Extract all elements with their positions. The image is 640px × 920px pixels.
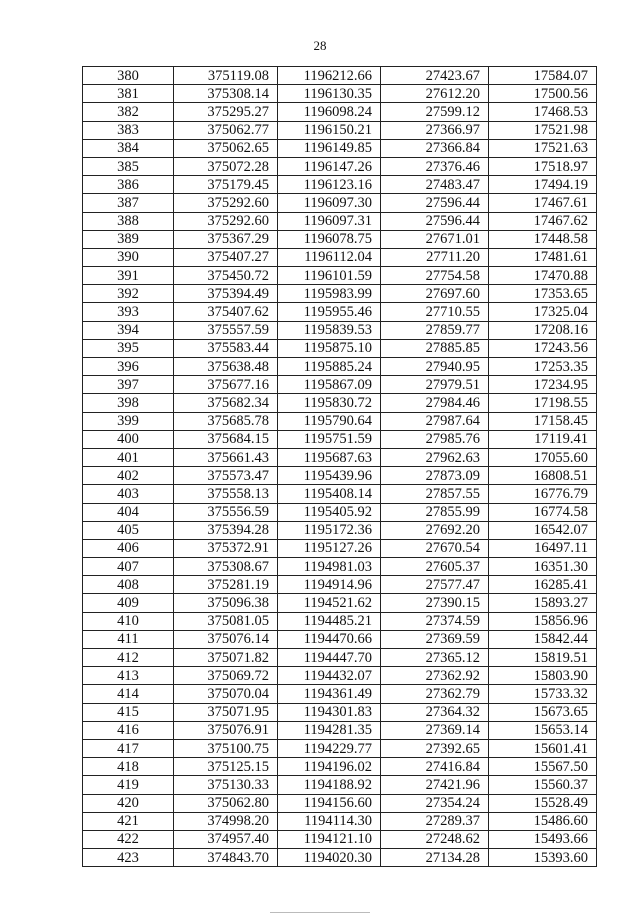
coordinate-cell: 375573.47 [174,467,278,485]
coordinate-cell: 15528.49 [489,794,597,812]
coordinate-cell: 17500.56 [489,85,597,103]
table-row [83,67,597,85]
coordinate-cell: 375100.75 [174,739,278,757]
table-row [83,85,597,103]
coordinate-cell: 1194121.10 [278,830,381,848]
point-number-cell: 407 [83,558,174,576]
coordinate-cell: 375557.59 [174,321,278,339]
coordinate-cell: 1196078.75 [278,230,381,248]
coordinate-cell: 1194521.62 [278,594,381,612]
coordinate-cell: 15819.51 [489,649,597,667]
coordinate-cell: 27605.37 [381,558,489,576]
coordinate-cell: 1196123.16 [278,176,381,194]
coordinate-cell: 17243.56 [489,339,597,357]
coordinate-cell: 375081.05 [174,612,278,630]
point-number-cell: 421 [83,812,174,830]
point-number-cell: 393 [83,303,174,321]
table-row [83,485,597,503]
point-number-cell: 381 [83,85,174,103]
point-number-cell: 422 [83,830,174,848]
coordinate-cell: 17467.62 [489,212,597,230]
coordinate-cell: 17158.45 [489,412,597,430]
coordinate-cell: 1194301.83 [278,703,381,721]
coordinate-cell: 1194981.03 [278,558,381,576]
point-number-cell: 395 [83,339,174,357]
coordinate-cell: 375661.43 [174,448,278,466]
coordinate-cell: 1194229.77 [278,739,381,757]
coordinate-cell: 15560.37 [489,776,597,794]
coordinate-cell: 1196098.24 [278,103,381,121]
coordinate-cell: 17521.98 [489,121,597,139]
table-row [83,812,597,830]
coordinate-cell: 375292.60 [174,212,278,230]
coordinate-cell: 27885.85 [381,339,489,357]
coordinate-cell: 16774.58 [489,503,597,521]
coordinate-cell: 17521.63 [489,139,597,157]
coordinate-cell: 374957.40 [174,830,278,848]
point-number-cell: 397 [83,376,174,394]
point-number-cell: 386 [83,176,174,194]
coordinate-cell: 27376.46 [381,157,489,175]
table-row [83,703,597,721]
table-row [83,248,597,266]
coordinate-cell: 1196130.35 [278,85,381,103]
coordinates-table [82,66,597,867]
coordinate-cell: 1196112.04 [278,248,381,266]
coordinate-cell: 1194447.70 [278,649,381,667]
coordinate-cell: 15842.44 [489,630,597,648]
coordinate-cell: 1195408.14 [278,485,381,503]
point-number-cell: 398 [83,394,174,412]
coordinate-cell: 16351.30 [489,558,597,576]
point-number-cell: 392 [83,285,174,303]
point-number-cell: 417 [83,739,174,757]
coordinate-cell: 27692.20 [381,521,489,539]
coordinate-cell: 375685.78 [174,412,278,430]
table-row [83,649,597,667]
coordinate-cell: 375096.38 [174,594,278,612]
coordinate-cell: 1196149.85 [278,139,381,157]
coordinate-cell: 1194470.66 [278,630,381,648]
coordinate-cell: 375450.72 [174,267,278,285]
point-number-cell: 387 [83,194,174,212]
point-number-cell: 414 [83,685,174,703]
point-number-cell: 390 [83,248,174,266]
coordinate-cell: 1194361.49 [278,685,381,703]
coordinate-cell: 15493.66 [489,830,597,848]
coordinate-cell: 15856.96 [489,612,597,630]
coordinate-cell: 16497.11 [489,539,597,557]
coordinate-cell: 1194485.21 [278,612,381,630]
coordinate-cell: 27390.15 [381,594,489,612]
coordinate-cell: 1196147.26 [278,157,381,175]
coordinate-cell: 17467.61 [489,194,597,212]
coordinate-cell: 27984.46 [381,394,489,412]
coordinates-table-body [83,67,597,867]
point-number-cell: 388 [83,212,174,230]
coordinate-cell: 27710.55 [381,303,489,321]
point-number-cell: 410 [83,612,174,630]
coordinate-cell: 1194020.30 [278,849,381,867]
coordinate-cell: 375367.29 [174,230,278,248]
table-row [83,448,597,466]
coordinate-cell: 1194196.02 [278,758,381,776]
point-number-cell: 411 [83,630,174,648]
coordinate-cell: 15733.32 [489,685,597,703]
coordinate-cell: 374843.70 [174,849,278,867]
coordinate-cell: 375407.27 [174,248,278,266]
table-row [83,358,597,376]
coordinate-cell: 27979.51 [381,376,489,394]
table-row [83,321,597,339]
coordinate-cell: 27366.97 [381,121,489,139]
coordinate-cell: 375308.67 [174,558,278,576]
table-row [83,430,597,448]
coordinate-cell: 374998.20 [174,812,278,830]
coordinate-cell: 1195790.64 [278,412,381,430]
table-row [83,176,597,194]
coordinate-cell: 27362.79 [381,685,489,703]
coordinate-cell: 375558.13 [174,485,278,503]
coordinate-cell: 1194914.96 [278,576,381,594]
coordinate-cell: 27365.12 [381,649,489,667]
coordinate-cell: 27134.28 [381,849,489,867]
point-number-cell: 419 [83,776,174,794]
coordinate-cell: 375062.65 [174,139,278,157]
table-row [83,521,597,539]
coordinate-cell: 1195983.99 [278,285,381,303]
coordinate-cell: 375076.14 [174,630,278,648]
coordinate-cell: 27366.84 [381,139,489,157]
page-edge-mark [270,912,370,913]
coordinate-cell: 17208.16 [489,321,597,339]
point-number-cell: 385 [83,157,174,175]
coordinate-cell: 1195839.53 [278,321,381,339]
coordinate-cell: 375072.28 [174,157,278,175]
coordinate-cell: 17494.19 [489,176,597,194]
table-row [83,739,597,757]
table-row [83,194,597,212]
coordinate-cell: 27940.95 [381,358,489,376]
coordinate-cell: 17253.35 [489,358,597,376]
coordinate-cell: 17119.41 [489,430,597,448]
coordinate-cell: 27754.58 [381,267,489,285]
table-row [83,139,597,157]
point-number-cell: 391 [83,267,174,285]
table-row [83,758,597,776]
coordinate-cell: 27855.99 [381,503,489,521]
coordinate-cell: 27612.20 [381,85,489,103]
coordinate-cell: 375583.44 [174,339,278,357]
point-number-cell: 383 [83,121,174,139]
point-number-cell: 418 [83,758,174,776]
coordinate-cell: 27392.65 [381,739,489,757]
coordinate-cell: 27857.55 [381,485,489,503]
coordinate-cell: 27369.59 [381,630,489,648]
coordinate-cell: 27577.47 [381,576,489,594]
coordinate-cell: 1194281.35 [278,721,381,739]
table-row [83,412,597,430]
coordinate-cell: 27985.76 [381,430,489,448]
coordinate-cell: 375677.16 [174,376,278,394]
coordinate-cell: 1195127.26 [278,539,381,557]
coordinate-cell: 27364.32 [381,703,489,721]
table-row [83,503,597,521]
coordinate-cell: 27697.60 [381,285,489,303]
coordinate-cell: 375281.19 [174,576,278,594]
coordinate-cell: 375069.72 [174,667,278,685]
coordinate-cell: 1194114.30 [278,812,381,830]
coordinate-cell: 27289.37 [381,812,489,830]
coordinate-cell: 15653.14 [489,721,597,739]
point-number-cell: 389 [83,230,174,248]
coordinate-cell: 15601.41 [489,739,597,757]
coordinate-cell: 375071.82 [174,649,278,667]
coordinate-cell: 27421.96 [381,776,489,794]
coordinate-cell: 1195405.92 [278,503,381,521]
coordinate-cell: 17353.65 [489,285,597,303]
coordinate-cell: 27248.62 [381,830,489,848]
coordinate-cell: 17198.55 [489,394,597,412]
coordinate-cell: 27859.77 [381,321,489,339]
coordinate-cell: 375119.08 [174,67,278,85]
coordinate-cell: 1194432.07 [278,667,381,685]
coordinate-cell: 17584.07 [489,67,597,85]
table-row [83,103,597,121]
table-row [83,303,597,321]
point-number-cell: 423 [83,849,174,867]
coordinate-cell: 27987.64 [381,412,489,430]
coordinate-cell: 375308.14 [174,85,278,103]
coordinate-cell: 17448.58 [489,230,597,248]
coordinate-cell: 15673.65 [489,703,597,721]
point-number-cell: 404 [83,503,174,521]
coordinate-cell: 27711.20 [381,248,489,266]
point-number-cell: 403 [83,485,174,503]
point-number-cell: 380 [83,67,174,85]
point-number-cell: 406 [83,539,174,557]
coordinate-cell: 1194156.60 [278,794,381,812]
coordinate-cell: 27369.14 [381,721,489,739]
table-row [83,157,597,175]
coordinate-cell: 375179.45 [174,176,278,194]
coordinate-cell: 375394.49 [174,285,278,303]
table-row [83,267,597,285]
coordinate-cell: 27362.92 [381,667,489,685]
coordinate-cell: 27596.44 [381,212,489,230]
point-number-cell: 420 [83,794,174,812]
coordinate-cell: 375062.77 [174,121,278,139]
table-row [83,339,597,357]
coordinate-cell: 375071.95 [174,703,278,721]
coordinate-cell: 27596.44 [381,194,489,212]
point-number-cell: 382 [83,103,174,121]
coordinate-cell: 1195830.72 [278,394,381,412]
coordinate-cell: 375292.60 [174,194,278,212]
coordinate-cell: 17468.53 [489,103,597,121]
coordinate-cell: 1195687.63 [278,448,381,466]
coordinate-cell: 17518.97 [489,157,597,175]
coordinate-cell: 27599.12 [381,103,489,121]
coordinate-cell: 17055.60 [489,448,597,466]
table-row [83,830,597,848]
table-row [83,721,597,739]
coordinate-cell: 15803.90 [489,667,597,685]
coordinate-cell: 1195439.96 [278,467,381,485]
coordinate-cell: 375130.33 [174,776,278,794]
table-row [83,230,597,248]
table-row [83,794,597,812]
table-row [83,630,597,648]
point-number-cell: 405 [83,521,174,539]
coordinate-cell: 1195885.24 [278,358,381,376]
table-row [83,667,597,685]
coordinate-cell: 27671.01 [381,230,489,248]
coordinate-cell: 27354.24 [381,794,489,812]
coordinate-cell: 375556.59 [174,503,278,521]
coordinate-cell: 1195875.10 [278,339,381,357]
table-row [83,121,597,139]
coordinate-cell: 375070.04 [174,685,278,703]
coordinate-cell: 375684.15 [174,430,278,448]
coordinate-cell: 375295.27 [174,103,278,121]
point-number-cell: 408 [83,576,174,594]
coordinate-cell: 1196212.66 [278,67,381,85]
coordinate-cell: 375125.15 [174,758,278,776]
coordinate-cell: 375372.91 [174,539,278,557]
table-row [83,594,597,612]
coordinate-cell: 1195955.46 [278,303,381,321]
point-number-cell: 409 [83,594,174,612]
coordinate-cell: 27416.84 [381,758,489,776]
point-number-cell: 416 [83,721,174,739]
coordinate-cell: 15567.50 [489,758,597,776]
coordinate-cell: 375394.28 [174,521,278,539]
page-number: 28 [313,38,327,53]
coordinate-cell: 27483.47 [381,176,489,194]
table-row [83,685,597,703]
coordinate-cell: 27374.59 [381,612,489,630]
coordinate-cell: 17234.95 [489,376,597,394]
point-number-cell: 412 [83,649,174,667]
coordinate-cell: 375076.91 [174,721,278,739]
coordinate-cell: 15486.60 [489,812,597,830]
coordinate-cell: 16776.79 [489,485,597,503]
coordinate-cell: 15893.27 [489,594,597,612]
point-number-cell: 394 [83,321,174,339]
table-row [83,394,597,412]
coordinate-cell: 17481.61 [489,248,597,266]
coordinate-cell: 1196097.31 [278,212,381,230]
coordinate-cell: 1195751.59 [278,430,381,448]
point-number-cell: 413 [83,667,174,685]
table-row [83,285,597,303]
coordinate-cell: 27423.67 [381,67,489,85]
point-number-cell: 400 [83,430,174,448]
coordinate-cell: 1196097.30 [278,194,381,212]
table-row [83,612,597,630]
coordinate-cell: 16542.07 [489,521,597,539]
coordinate-cell: 1196150.21 [278,121,381,139]
table-row [83,539,597,557]
coordinate-cell: 16808.51 [489,467,597,485]
table-row [83,558,597,576]
coordinate-cell: 1195172.36 [278,521,381,539]
point-number-cell: 401 [83,448,174,466]
table-row [83,776,597,794]
point-number-cell: 402 [83,467,174,485]
coordinate-cell: 17470.88 [489,267,597,285]
coordinate-cell: 1194188.92 [278,776,381,794]
coordinate-cell: 375062.80 [174,794,278,812]
coordinate-cell: 1196101.59 [278,267,381,285]
table-row [83,376,597,394]
point-number-cell: 399 [83,412,174,430]
coordinate-cell: 375638.48 [174,358,278,376]
coordinate-cell: 27962.63 [381,448,489,466]
table-row [83,849,597,867]
coordinate-cell: 16285.41 [489,576,597,594]
table-row [83,212,597,230]
table-row [83,467,597,485]
coordinate-cell: 1195867.09 [278,376,381,394]
coordinate-cell: 375407.62 [174,303,278,321]
coordinate-cell: 27873.09 [381,467,489,485]
coordinate-cell: 27670.54 [381,539,489,557]
coordinate-cell: 17325.04 [489,303,597,321]
point-number-cell: 415 [83,703,174,721]
point-number-cell: 384 [83,139,174,157]
coordinate-cell: 375682.34 [174,394,278,412]
point-number-cell: 396 [83,358,174,376]
coordinate-cell: 15393.60 [489,849,597,867]
table-row [83,576,597,594]
